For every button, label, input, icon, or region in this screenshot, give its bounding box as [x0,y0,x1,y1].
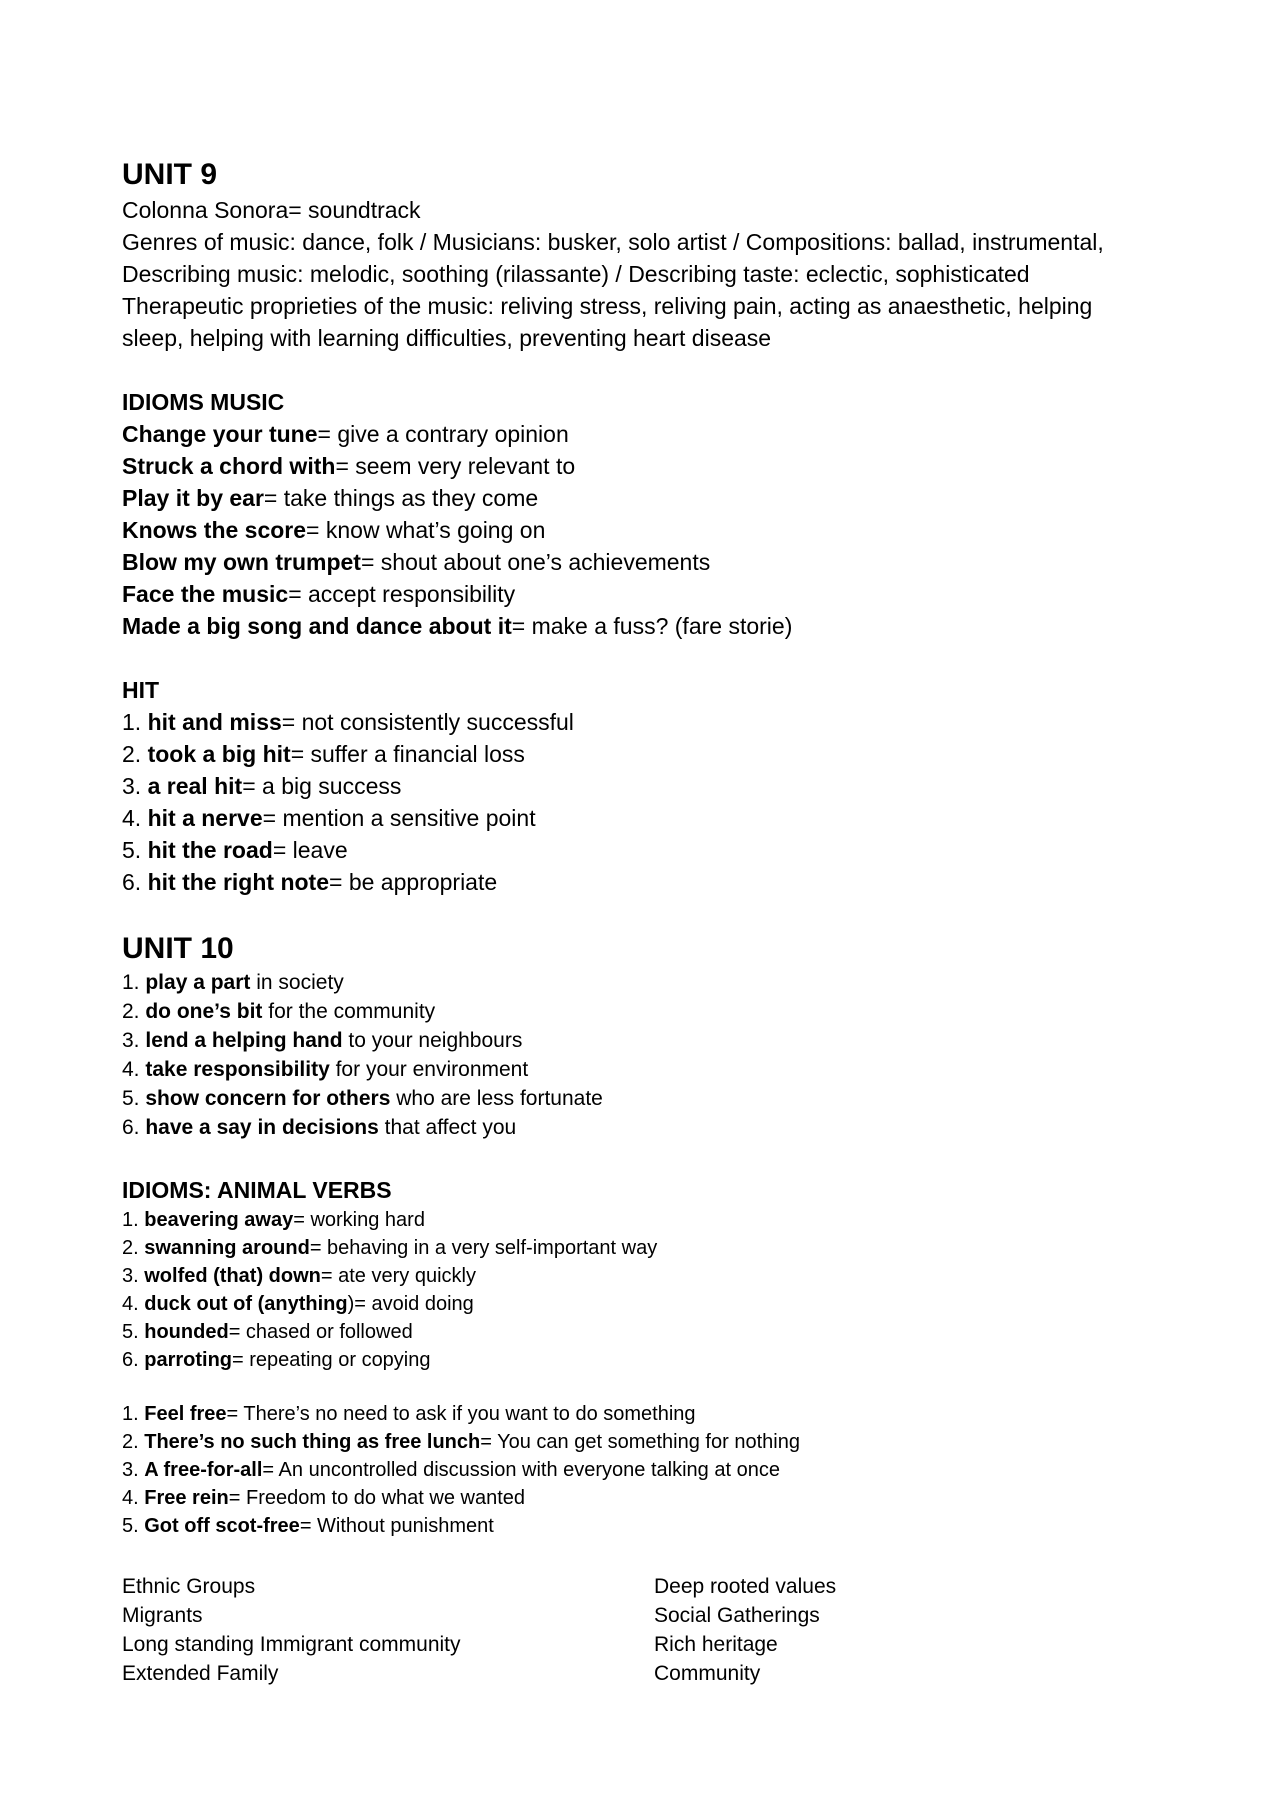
vocab-item: Long standing Immigrant community [122,1633,461,1656]
list-item [122,1346,1162,1374]
item-number: 4. [122,1487,145,1509]
collocation-term: take responsibility [145,1058,330,1081]
vocab-item: Rich heritage [654,1633,778,1656]
hit-heading: HIT [122,677,160,703]
idiom-definition: = working hard [293,1209,425,1231]
vocabulary-columns [122,1572,1162,1688]
item-number: 2. [122,741,148,767]
idiom-definition: = shout about one’s achievements [360,549,711,575]
list-item [122,802,1162,834]
idiom-definition: )= avoid doing [347,1293,474,1315]
item-number: 3. [122,1459,145,1481]
item-number: 1. [122,971,146,994]
vocabulary-left-column [122,1572,654,1688]
vocab-item: Social Gatherings [654,1604,820,1627]
idiom-term: wolfed (that) down [144,1265,321,1287]
item-number: 1. [122,1403,145,1425]
list-item [122,610,1162,642]
collocation-rest: to your neighbours [342,1029,523,1052]
unit9-title: UNIT 9 [122,158,218,191]
list-item [122,834,1162,866]
idiom-definition: = a big success [242,773,402,799]
idiom-term: Free rein [144,1487,229,1509]
collocation-term: play a part [145,971,251,994]
item-number: 1. [122,1209,145,1231]
list-item [122,1290,1162,1318]
idiom-definition: = suffer a financial loss [290,741,525,767]
idiom-term: hounded [144,1321,229,1343]
item-number: 6. [122,1116,146,1139]
collocations-list [122,968,1162,1142]
item-number: 6. [122,1349,145,1371]
item-number: 1. [122,709,148,735]
idiom-term: Knows the score [122,517,307,543]
idiom-term: beavering away [144,1209,294,1231]
intro-line: Therapeutic proprieties of the music: reliving stress, reliving pain, acting as anaesthetic, helping [122,293,1093,319]
unit9-intro [122,194,1162,354]
item-number: 5. [122,837,148,863]
item-number: 5. [122,1321,145,1343]
idiom-definition: = not consistently successful [281,709,574,735]
idiom-term: Feel free [144,1403,227,1425]
list-item [122,1318,1162,1346]
list-item [122,514,1162,546]
list-item [122,1113,1162,1142]
list-item [122,482,1162,514]
list-item [122,578,1162,610]
item-number: 3. [122,773,148,799]
idioms-music-list [122,418,1162,642]
idiom-term: parroting [144,1349,233,1371]
item-number: 2. [122,1431,145,1453]
collocation-term: do one’s bit [145,1000,263,1023]
idiom-definition: = An uncontrolled discussion with everyone talking at once [262,1459,780,1481]
idiom-term: Face the music [122,581,289,607]
idiom-definition: = Freedom to do what we wanted [228,1487,526,1509]
idiom-term: Change your tune [122,421,318,447]
unit10-title: UNIT 10 [122,932,234,965]
item-number: 6. [122,869,148,895]
list-item [122,1055,1162,1084]
idiom-definition: = repeating or copying [232,1349,431,1371]
item-number: 2. [122,1237,145,1259]
idiom-definition: = chased or followed [228,1321,413,1343]
collocation-rest: who are less fortunate [390,1087,603,1110]
item-number: 4. [122,805,148,831]
item-number: 5. [122,1515,145,1537]
vocab-item: Deep rooted values [654,1575,837,1598]
list-item [122,1026,1162,1055]
idiom-term: Made a big song and dance about it [122,613,512,639]
idiom-definition: = seem very relevant to [335,453,576,479]
list-item [122,1456,1162,1484]
idiom-definition: = You can get something for nothing [480,1431,800,1453]
idiom-definition: = know what’s going on [306,517,546,543]
item-number: 4. [122,1293,145,1315]
list-item [122,706,1162,738]
idioms-music-heading: IDIOMS MUSIC [122,389,285,415]
list-item [122,1262,1162,1290]
idiom-term: duck out of (anything [144,1293,348,1315]
idiom-term: Got off scot-free [144,1515,300,1537]
list-item [122,1206,1162,1234]
idiom-term: A free-for-all [144,1459,263,1481]
item-number: 2. [122,1000,146,1023]
collocation-rest: for your environment [329,1058,529,1081]
idiom-term: swanning around [144,1237,310,1259]
idiom-definition: = leave [272,837,348,863]
collocation-rest: that affect you [378,1116,517,1139]
item-number: 5. [122,1087,146,1110]
item-number: 3. [122,1029,146,1052]
idiom-definition: = give a contrary opinion [317,421,569,447]
vocab-item: Ethnic Groups [122,1575,256,1598]
idiom-definition: = behaving in a very self-important way [309,1237,658,1259]
document-page [122,156,1162,1688]
idiom-term: hit the right note [147,869,329,895]
list-item [122,1400,1162,1428]
list-item [122,738,1162,770]
list-item [122,418,1162,450]
collocation-rest: for the community [262,1000,436,1023]
list-item [122,1084,1162,1113]
item-number: 4. [122,1058,146,1081]
animal-verbs-list [122,1206,1162,1374]
collocation-term: lend a helping hand [145,1029,343,1052]
idiom-definition: = accept responsibility [288,581,516,607]
vocab-item: Community [654,1662,761,1685]
idiom-term: a real hit [147,773,243,799]
idiom-term: hit a nerve [147,805,263,831]
idiom-definition: = Without punishment [299,1515,494,1537]
list-item [122,1484,1162,1512]
list-item [122,997,1162,1026]
list-item [122,1512,1162,1540]
idiom-definition: = There’s no need to ask if you want to do something [226,1403,696,1425]
list-item [122,450,1162,482]
animal-verbs-heading: IDIOMS: ANIMAL VERBS [122,1177,392,1203]
list-item [122,770,1162,802]
list-item [122,1234,1162,1262]
list-item [122,968,1162,997]
intro-line: Genres of music: dance, folk / Musicians: busker, solo artist / Compositions: ballad, instrumental, [122,229,1104,255]
list-item [122,546,1162,578]
intro-line: sleep, helping with learning difficulties, preventing heart disease [122,325,772,351]
idiom-term: Struck a chord with [122,453,336,479]
item-number: 3. [122,1265,145,1287]
idiom-definition: = be appropriate [329,869,498,895]
idiom-term: Blow my own trumpet [122,549,361,575]
idiom-definition: = take things as they come [263,485,539,511]
intro-line: Colonna Sonora= soundtrack [122,197,421,223]
collocation-term: show concern for others [145,1087,391,1110]
idiom-definition: = ate very quickly [320,1265,476,1287]
collocation-rest: in society [250,971,344,994]
idiom-definition: = mention a sensitive point [262,805,536,831]
idiom-term: took a big hit [147,741,291,767]
list-item [122,1428,1162,1456]
idiom-term: Play it by ear [122,485,264,511]
vocab-item: Migrants [122,1604,203,1627]
collocation-term: have a say in decisions [145,1116,379,1139]
intro-line: Describing music: melodic, soothing (rilassante) / Describing taste: eclectic, sophisticated [122,261,1030,287]
list-item [122,866,1162,898]
vocabulary-right-column [654,1572,1054,1688]
idiom-definition: = make a fuss? (fare storie) [511,613,793,639]
idiom-term: hit the road [147,837,273,863]
idiom-term: hit and miss [147,709,282,735]
vocab-item: Extended Family [122,1662,279,1685]
hit-list [122,706,1162,898]
idiom-term: There’s no such thing as free lunch [144,1431,481,1453]
free-idioms-list [122,1400,1162,1540]
